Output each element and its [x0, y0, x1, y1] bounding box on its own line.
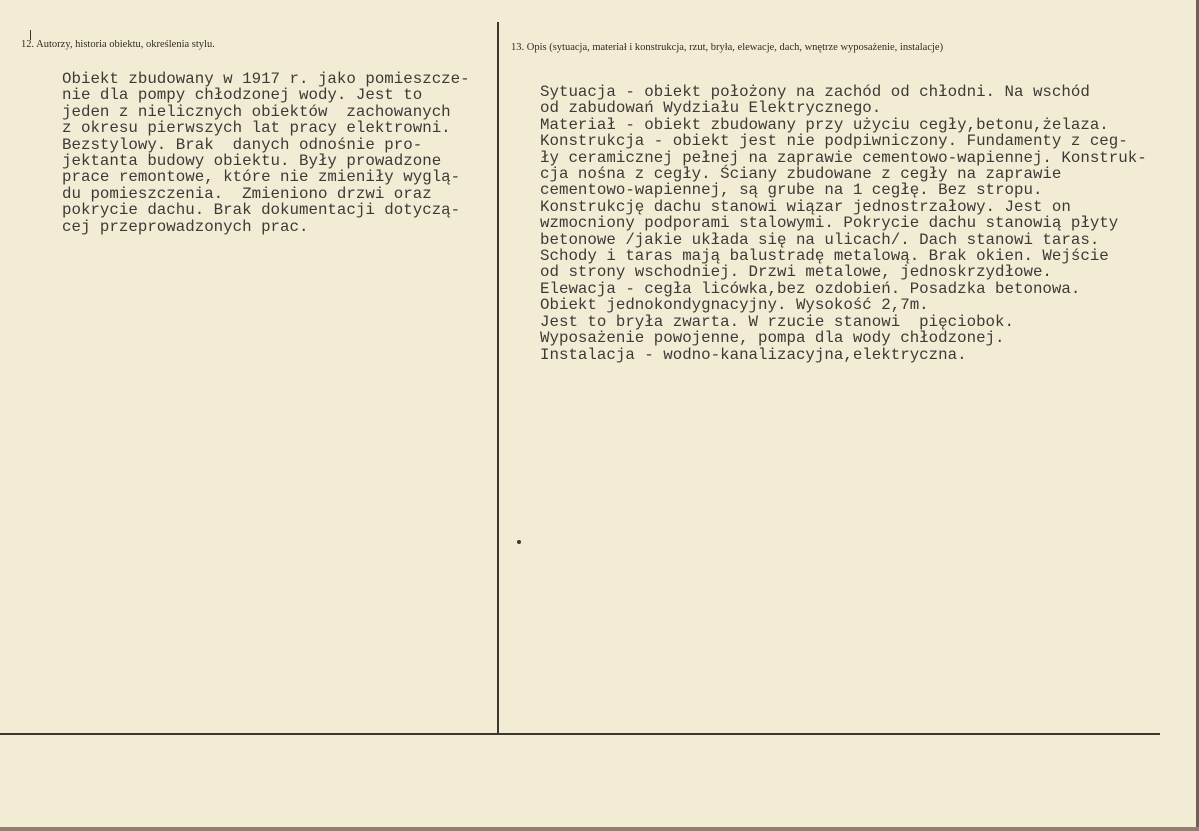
column-divider: [497, 22, 499, 734]
ink-speck: [517, 540, 521, 544]
bottom-rule: [0, 733, 1160, 735]
section-12-typewritten-text: Obiekt zbudowany w 1917 r. jako pomieszcze- nie dla pompy chłodzonej wody. Jest to jeden z nielicznych obiektów zachowanych z okresu pierwszych lat pracy elektrowni. Bezstylowy. Brak danych odnośnie pro- jektanta budowy obiektu. Były prowadzone prace remontowe, które nie zmieniły wyglą- du pomieszczenia. Zmieniono drzwi oraz pokrycie dachu. Brak dokumentacji dotyczą- cej przeprowadzonych prac.: [62, 70, 470, 236]
section-12-header: 12. Autorzy, historia obiektu, określenia stylu.: [21, 39, 215, 50]
section-13-typewritten-text: Sytuacja - obiekt położony na zachód od chłodni. Na wschód od zabudowań Wydziału Elektrycznego. Materiał - obiekt zbudowany przy użyciu cegły,betonu,żelaza. Konstrukcja - obiekt jest nie podpiwniczony. Fundamenty z ceg- ły ceramicznej pełnej na zaprawie cementowo-wapiennej. Konstruk- cja nośna z cegły. Ściany zbudowane z cegły na zaprawie cementowo-wapiennej, są grube na 1 cegłę. Bez stropu. Konstrukcję dachu stanowi wiązar jednostrzałowy. Jest on wzmocniony podporami stalowymi. Pokrycie dachu stanowią płyty betonowe /jakie układa się na ulicach/. Dach stanowi taras. Schody i taras mają balustradę metalową. Brak okien. Wejście od strony wschodniej. Drzwi metalowe, jednoskrzydłowe. Elewacja - cegła licówka,bez ozdobień. Posadzka betonowa. Obiekt jednokondygnacyjny. Wysokość 2,7m. Jest to bryła zwarta. W rzucie stanowi pięciobok. Wyposażenie powojenne, pompa dla wody chłodzonej. Instalacja - wodno-kanalizacyjna,elektryczna.: [540, 83, 1147, 364]
section-13-header: 13. Opis (sytuacja, materiał i konstrukcja, rzut, bryła, elewacje, dach, wnętrze wyposażenie, instalacje): [511, 42, 944, 53]
card-edge-bottom: [0, 827, 1199, 831]
